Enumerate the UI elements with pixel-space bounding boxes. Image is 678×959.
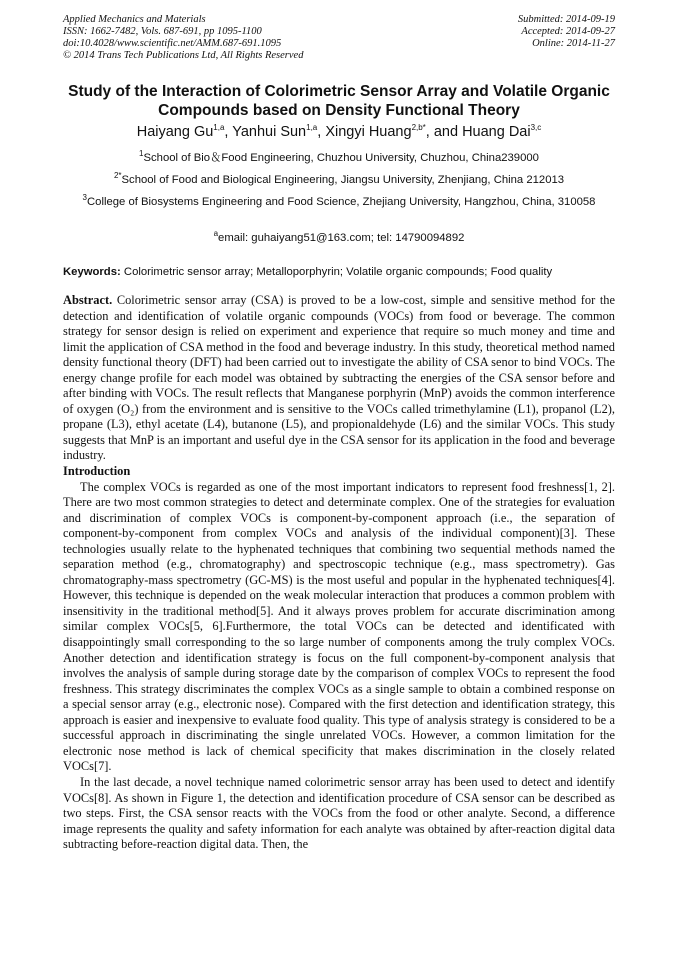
affiliation-sup: 2*: [113, 171, 122, 181]
accepted-date: Accepted: 2014-09-27: [521, 26, 615, 37]
introduction-paragraph-1: The complex VOCs is regarded as one of the most important indicators to represent food freshness[1, 2]. There are two most common strategies to detect and determinate complex. One of the strategies for evaluation and discrimination of complex VOCs is component-by-component approach (i.e., the separation of component-by-component from complex VOCs and analysis of the individual component)[3]. These technologies usually relate to the hyphenated techniques that combining two sequential methods named the separation method (e.g., chromatography) and spectroscopic technique (e.g., mass spectrometry). Gas chromatography-mass spectrometry (GC-MS) is the most useful and popular in the hyphenated techniques[4]. However, this technique is depended on the weak molecular interaction that produces a common problem with insensitivity in the traditional method[5]. And it always proves problem for accurate discrimination among similar complex VOCs[5, 6].Furthermore, the total VOCs can be detected and identificated with disappointingly small corresponding to the so large number of components among the truly complex VOCs. Another detection and identification strategy is focus on the full component-by-component analysis that involves the analysis of sample during storage date by the comparison of complex VOCs to represent the food freshness. This strategy discriminates the complex VOCs as a single sample to obtain a combined response on a special sensor array (e.g., electronic nose). Compared with the first detection and identification strategy, this approach is easier and inexpensive to evaluate food quality. This type of analysis strategy is considered to be a successful approach in discriminating the single unrelated VOCs. However, a common limitation for the electronic nose method is lack of chemical specificity that makes discrimination in the closely related VOCs[7].: [63, 479, 615, 774]
journal-info: [63, 14, 303, 62]
affiliation: [63, 151, 615, 166]
keywords-text: Colorimetric sensor array; Metalloporphyrin; Volatile organic compounds; Food quality: [120, 266, 553, 278]
author-name: Xingyi Huang: [325, 124, 412, 140]
author-affiliation-sup: 1,a: [306, 123, 318, 133]
doi: doi:10.4028/www.scientific.net/AMM.687-691.1095: [63, 38, 282, 49]
journal-name: Applied Mechanics and Materials: [63, 14, 206, 25]
paper-body: [63, 293, 615, 853]
abstract-text: Colorimetric sensor array (CSA) is proved to be a low-cost, simple and sensitive method for the detection and identification of volatile organic compounds (VOCs) from food or beverage. The common strategy for sensor design is relied on experiment and experience that require so much money and time and limit the application of CSA method in the food and beverage industry. In this study, theoretical method named density functional theory (DFT) had been carried out to investigate the ability of CSA senor to bind VOCs. The energy change profile for each model was obtained by subtracting the energies of the CSA sensor before and after binding with VOCs. The result reflects that Manganese porphyrin (MnP) avoids the common interference of oxygen (O₂) from the environment and is sensitive to the VOCs called trimethylamine (L1), propanol (L2), propane (L3), ethyl acetate (L4), butanone (L5), and propionaldehyde (L6) and the similar VOCs. This study suggests that MnP is an important and useful dye in the CSA sensor for its application in the food and beverage industry.: [63, 293, 615, 463]
author-list: [63, 123, 615, 141]
affiliation-sup: 3: [82, 193, 87, 203]
contact-email: [63, 231, 615, 246]
author-name: Huang Dai: [462, 124, 531, 140]
author-affiliation-sup: 3,c: [530, 123, 542, 133]
copyright: © 2014 Trans Tech Publications Ltd, All Rights Reserved: [63, 50, 304, 61]
email-text: email: guhaiyang51@163.com; tel: 14790094892: [218, 232, 465, 244]
affiliation-text: School of Food and Biological Engineering, Jiangsu University, Zhenjiang, China 212013: [121, 174, 565, 186]
email-sup: a: [213, 229, 219, 239]
affiliation: [63, 173, 615, 188]
issn: ISSN: 1662-7482, Vols. 687-691, pp 1095-1100: [63, 26, 262, 37]
author-name: Yanhui Sun: [232, 124, 307, 140]
author-affiliation-sup: 2,b*: [411, 123, 426, 133]
abstract: [63, 293, 615, 464]
affiliation-sup: 1: [139, 149, 144, 159]
author-separator: , and: [425, 124, 463, 140]
abstract-label: Abstract.: [63, 293, 113, 307]
affiliation-text: College of Biosystems Engineering and Food Science, Zhejiang University, Hangzhou, China, 310058: [87, 196, 596, 208]
online-date: Online: 2014-11-27: [532, 38, 615, 49]
submitted-date: Submitted: 2014-09-19: [517, 14, 615, 25]
keywords: [63, 265, 615, 280]
author-affiliation-sup: 1,a: [213, 123, 225, 133]
affiliation: [63, 195, 615, 210]
paper-title: Study of the Interaction of Colorimetric Sensor Array and Volatile Organic Compounds based on Density Functional Theory: [68, 83, 610, 119]
author-name: Haiyang Gu: [136, 124, 214, 140]
section-heading-introduction: Introduction: [63, 464, 131, 479]
publication-dates: [518, 14, 615, 50]
author-separator: ,: [317, 124, 326, 140]
author-separator: ,: [224, 124, 233, 140]
introduction-paragraph-2: In the last decade, a novel technique named colorimetric sensor array has been used to detect and identify VOCs[8]. As shown in Figure 1, the detection and identification procedure of CSA sensor can be described as two steps. First, the CSA sensor reacts with the VOCs from the food or other analyte. Second, a difference image represents the quality and safety information for each analyte was obtained by after-reaction digital data subtracting before-reaction digital data. Then, the: [63, 774, 615, 852]
affiliation-text: School of Bio＆Food Engineering, Chuzhou University, Chuzhou, China239000: [143, 152, 539, 164]
keywords-label: Keywords:: [63, 266, 121, 278]
